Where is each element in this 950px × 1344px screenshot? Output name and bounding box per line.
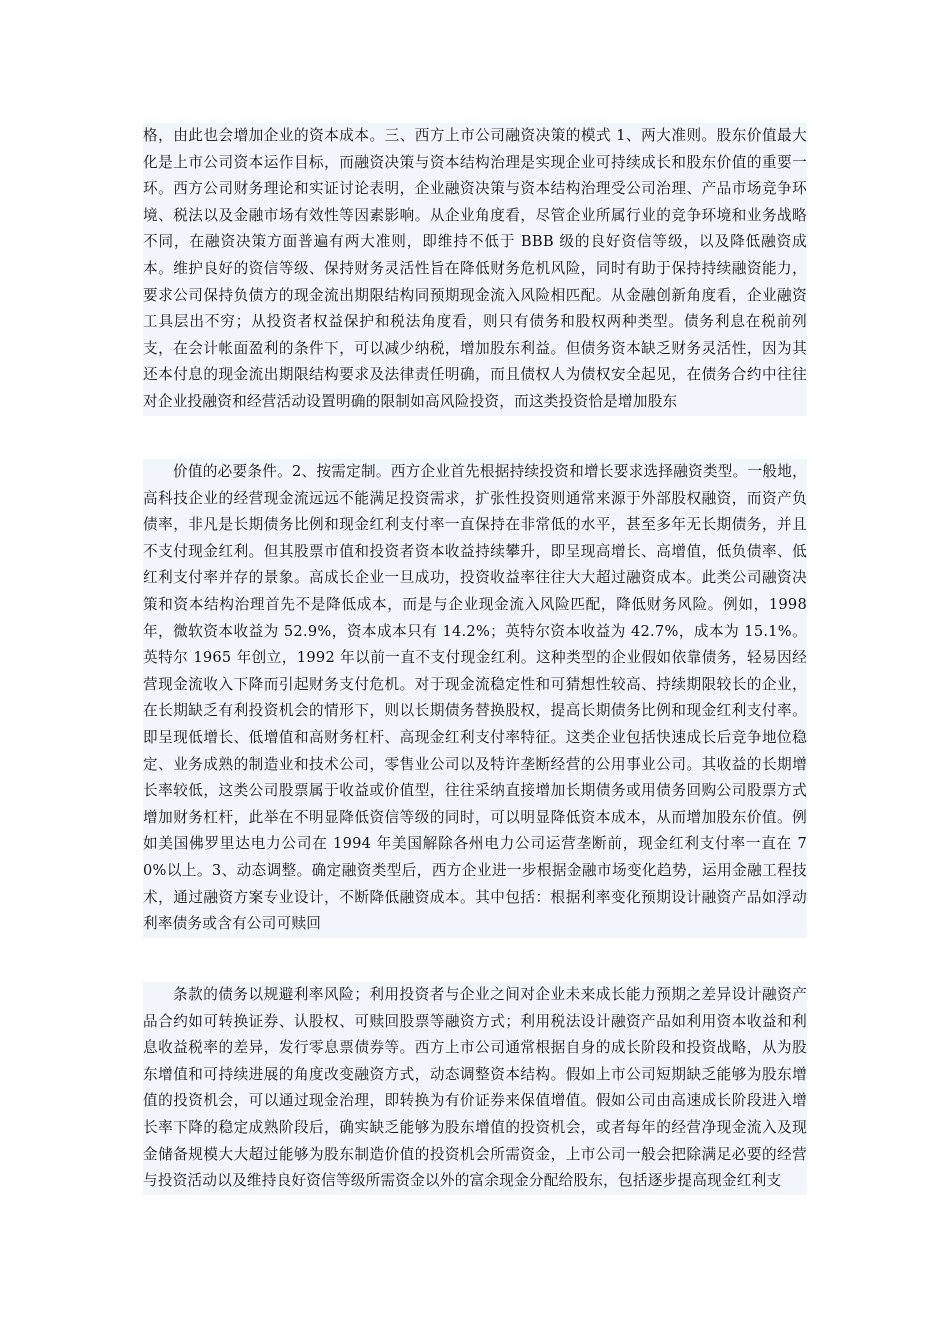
paragraph-3: 条款的债务以规避利率风险；利用投资者与企业之间对企业未来成长能力预期之差异设计融资产品合约如可转换证券、认股权、可赎回股票等融资方式；利用税法设计融资产品如利用资本收益和利息收益税率的差异，发行零息票债券等。西方上市公司通常根据自身的成长阶段和投资战略，从为股东增值和可持续进展的角度改变融资方式，动态调整资本结构。假如上市公司短期缺乏能够为股东增值的投资机会，可以通过现金治理，即转换为有价证券来保值增值。假如公司由高速成长阶段进入增长率下降的稳定成熟阶段后，确实缺乏能够为股东增值的投资机会，或者每年的经营净现金流入及现金储备规模大大超过能够为股东制造价值的投资机会所需资金，上市公司一般会把除满足必要的经营与投资活动以及维持良好资信等级所需资金以外的富余现金分配给股东，包括逐步提高现金红利支	[143, 982, 807, 1195]
paragraph-2: 价值的必要条件。2、按需定制。西方企业首先根据持续投资和增长要求选择融资类型。一般地，高科技企业的经营现金流远远不能满足投资需求，扩张性投资则通常来源于外部股权融资，而资产负债率，非凡是长期债务比例和现金红利支付率一直保持在非常低的水平，甚至多年无长期债务，并且不支付现金红利。但其股票市值和投资者资本收益持续攀升，即呈现高增长、高增值，低负债率、低红利支付率并存的景象。高成长企业一旦成功，投资收益率往往大大超过融资成本。此类公司融资决策和资本结构治理首先不是降低成本，而是与企业现金流入风险匹配，降低财务风险。例如，1998 年，微软资本收益为 52.9%，资本成本只有 14.2%；英特尔资本收益为 42.7%，成本为 15.1%。英特尔 1965 年创立，1992 年以前一直不支付现金红利。这种类型的企业假如依靠债务，轻易因经营现金流收入下降而引起财务支付危机。对于现金流稳定性和可猜想性较高、持续期限较长的企业，在长期缺乏有利投资机会的情形下，则以长期债务替换股权，提高长期债务比例和现金红利支付率。即呈现低增长、低增值和高财务杠杆、高现金红利支付率特征。这类企业包括快速成长后竞争地位稳定、业务成熟的制造业和技术公司，零售业公司以及特许垄断经营的公用事业公司。其收益的长期增长率较低，这类公司股票属于收益或价值型，往往采纳直接增加长期债务或用债务回购公司股票方式增加财务杠杆，此举在不明显降低资信等级的同时，可以明显降低资本成本，从而增加股东价值。例如美国佛罗里达电力公司在 1994 年美国解除各州电力公司运营垄断前，现金红利支付率一直在 70%以上。3、动态调整。确定融资类型后，西方企业进一步根据金融市场变化趋势，运用金融工程技术，通过融资方案专业设计，不断降低融资成本。其中包括：根据利率变化预期设计融资产品如浮动利率债务或含有公司可赎回	[143, 459, 807, 938]
paragraph-1: 格，由此也会增加企业的资本成本。三、西方上市公司融资决策的模式 1、两大准则。股东价值最大化是上市公司资本运作目标，而融资决策与资本结构治理是实现企业可持续成长和股东价值的重要一环。西方公司财务理论和实证讨论表明，企业融资决策与资本结构治理受公司治理、产品市场竞争环境、税法以及金融市场有效性等因素影响。从企业角度看，尽管企业所属行业的竞争环境和业务战略不同，在融资决策方面普遍有两大准则，即维持不低于 BBB 级的良好资信等级，以及降低融资成本。维护良好的资信等级、保持财务灵活性旨在降低财务危机风险，同时有助于保持持续融资能力，要求公司保持负债方的现金流出期限结构同预期现金流入风险相匹配。从金融创新角度看，企业融资工具层出不穷；从投资者权益保护和税法角度看，则只有债务和股权两种类型。债务利息在税前列支，在会计帐面盈利的条件下，可以减少纳税，增加股东利益。但债务资本缺乏财务灵活性，因为其还本付息的现金流出期限结构要求及法律责任明确，而且债权人为债权安全起见，在债务合约中往往对企业投融资和经营活动设置明确的限制如高风险投资，而这类投资恰是增加股东	[143, 123, 807, 416]
